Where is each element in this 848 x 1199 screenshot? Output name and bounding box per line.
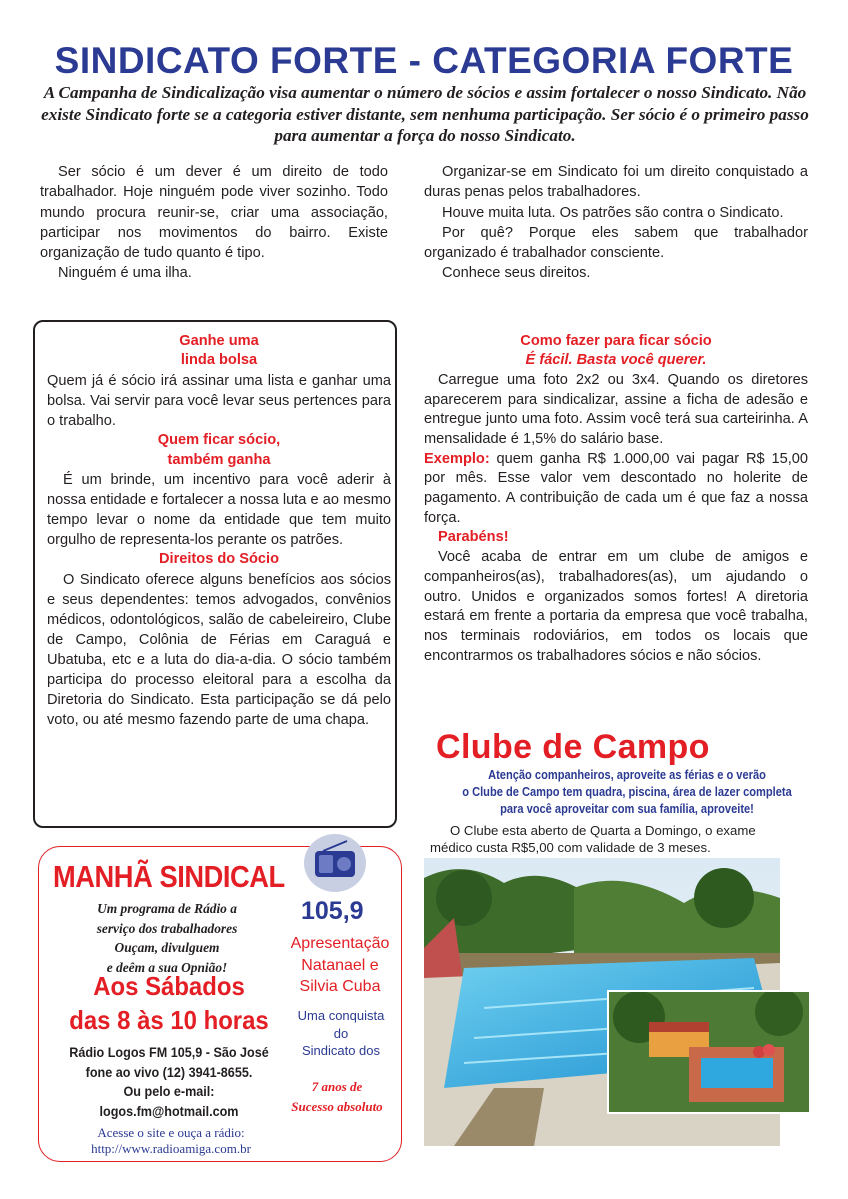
parabens-heading: Parabéns!	[438, 529, 509, 546]
left-paragraph-2: Ninguém é uma ilha.	[58, 265, 192, 282]
right-paragraph-1: Organizar-se em Sindicato foi um direito conquistado a duras penas pelos trabalhadores.	[424, 164, 808, 201]
schedule-line2: das 8 às 10 horas	[69, 1005, 269, 1035]
site-text	[59, 1125, 283, 1157]
station-info	[61, 1043, 277, 1121]
benefits-box-content	[47, 332, 391, 730]
conquista-line3: Sindicato dos	[301, 1043, 381, 1058]
direitos-heading: Direitos do Sócio	[158, 551, 279, 568]
years-success-text	[277, 1077, 397, 1116]
clube-subtitle-line3: para você aproveitar com sua família, aproveite!	[500, 802, 754, 816]
como-subheading: É fácil. Basta você querer.	[525, 352, 707, 369]
intro-text: A Campanha de Sindicalização visa aumentar o número de sócios e assim fortalecer o nosso Sindicato. Não existe Sindicato forte se a categoria estiver distante, sem nenhuma participação. Ser sócio é o primeiro passo para aumentar a força do nosso Sindicato.	[41, 83, 809, 145]
como-paragraph: Carregue uma foto 2x2 ou 3x4. Quando os diretores aparecerem para sindicalizar, assine a ficha de adesão e entregue junto uma foto. Assim você terá sua carteirinha. A mensalidade é 1,5% do salário base.	[424, 371, 808, 447]
clube-subtitle	[455, 767, 798, 818]
manha-sindical-title: MANHÃ SINDICAL	[53, 859, 285, 894]
parabens-paragraph: Você acaba de entrar em um clube de amigos e companheiros(as), trabalhadores(as), um ajudando o outro. Unidos e organizados somos fortes! A diretoria estará em frente a portaria da empresa que você trabalha, nos terminais rodoviários, em todos os locais que encontrarmos os trabalhadores sócios e não sócios.	[424, 549, 808, 664]
clube-title: Clube de Campo	[436, 728, 710, 766]
clube-subtitle-line2: o Clube de Campo tem quadra, piscina, área de lazer completa	[462, 785, 792, 799]
clube-note-line2: médico custa R$5,00 com validade de 3 meses.	[430, 840, 711, 855]
station-info-line1: Rádio Logos FM 105,9 - São José	[69, 1044, 269, 1060]
conquista-line2: do	[333, 1025, 349, 1041]
schedule-text	[59, 969, 280, 1037]
ganha-heading-line1: Quem ficar sócio,	[157, 432, 281, 449]
years-line2: Sucesso absoluto	[291, 1098, 383, 1114]
right-paragraph-2: Houve muita luta. Os patrões são contra o Sindicato.	[442, 204, 784, 221]
exemplo-label: Exemplo:	[424, 450, 490, 467]
radio-icon	[303, 833, 367, 893]
station-info-line3: Ou pelo e-mail:	[123, 1083, 215, 1099]
site-link[interactable]: http://www.radioamiga.com.br	[91, 1141, 251, 1156]
presenters-line2: Natanael e	[301, 956, 379, 974]
direitos-paragraph: O Sindicato oferece alguns benefícios aos sócios e seus dependentes: temos advogados, convênios médicos, odontológicos, salão de cabeleireiro, Clube de Campo, Colônia de Férias em Caraguá e Ubatuba, etc e a luta do dia-a-dia. O sócio também participa do processo eleitoral para a escolha da Diretoria do Sindicato. Esta participação se dá pelo voto, ou até mesmo fazendo parte de uma chapa.	[47, 571, 391, 729]
benefits-box	[33, 320, 397, 828]
radio-tagline-line2: serviço dos trabalhadores	[96, 920, 238, 936]
radio-tagline-line1: Um programa de Rádio a	[97, 901, 237, 916]
right-paragraph-3: Por quê? Porque eles sabem que trabalhador organizado é trabalhador consciente.	[424, 224, 808, 262]
right-paragraph-4: Conhece seus direitos.	[442, 265, 591, 282]
ganha-heading	[47, 431, 391, 470]
conquista-line1: Uma conquista	[297, 1008, 385, 1023]
presenters-line1: Apresentação	[290, 935, 390, 952]
site-line1: Acesse o site e ouça a rádio:	[97, 1125, 245, 1140]
presenters-text	[284, 933, 396, 998]
clube-subtitle-line1: Atenção companheiros, aproveite as férias e o verão	[488, 768, 766, 782]
station-info-line4: logos.fm@hotmail.com	[99, 1102, 239, 1119]
exemplo-text: quem ganha R$ 1.000,00 vai pagar R$ 15,00 por mês. Esse valor vem descontado no holerite de pagamento. A contribuição de cada um é que faz a nossa força.	[424, 450, 808, 526]
left-paragraph-1: Ser sócio é um dever é um direito de todo trabalhador. Hoje ninguém pode viver sozinho. Todo mundo procura reunir-se, criar uma associação, participar nos movimentos do bairro. Existe organização de tudo quanto é tipo.	[40, 164, 388, 262]
station-info-line2: fone ao vivo (12) 3941-8655.	[85, 1063, 253, 1080]
clube-note	[430, 822, 810, 856]
radio-tagline-line3: Ouçam, divulguem	[114, 940, 220, 955]
radio-tagline-line4: e deêm a sua Opnião!	[106, 959, 228, 975]
left-column	[40, 162, 388, 284]
ganha-heading-line2: também ganha	[167, 451, 271, 468]
como-section	[424, 332, 808, 666]
brinde-paragraph: É um brinde, um incentivo para você aderir à nossa entidade e fortalecer a nossa luta e ao mesmo tempo levar o nome da entidade que tem muito orgulho de representa-los perante os patrões.	[47, 471, 391, 549]
radio-ad-box	[38, 846, 402, 1162]
conquista-text	[289, 1007, 393, 1060]
bolsa-paragraph: Quem já é sócio irá assinar uma lista e ganhar uma bolsa. Vai servir para você levar seus pertences para o trabalho.	[47, 372, 391, 429]
bolsa-heading-line1: Ganhe uma	[179, 333, 259, 349]
aerial-pool-photo	[607, 990, 811, 1114]
como-heading: Como fazer para ficar sócio	[520, 333, 712, 349]
right-column	[424, 162, 808, 284]
presenters-line3: Silvia Cuba	[299, 978, 381, 995]
radio-frequency: 105,9	[301, 897, 364, 925]
page-title: SINDICATO FORTE - CATEGORIA FORTE	[54, 40, 794, 81]
years-line1: 7 anos de	[311, 1079, 363, 1094]
clube-note-line1: O Clube esta aberto de Quarta a Domingo, o exame	[450, 823, 756, 838]
bolsa-heading	[47, 332, 391, 371]
exemplo-paragraph	[424, 450, 808, 529]
radio-tagline	[79, 899, 255, 977]
bolsa-heading-line2: linda bolsa	[180, 352, 258, 369]
schedule-line1: Aos Sábados	[93, 971, 245, 1001]
